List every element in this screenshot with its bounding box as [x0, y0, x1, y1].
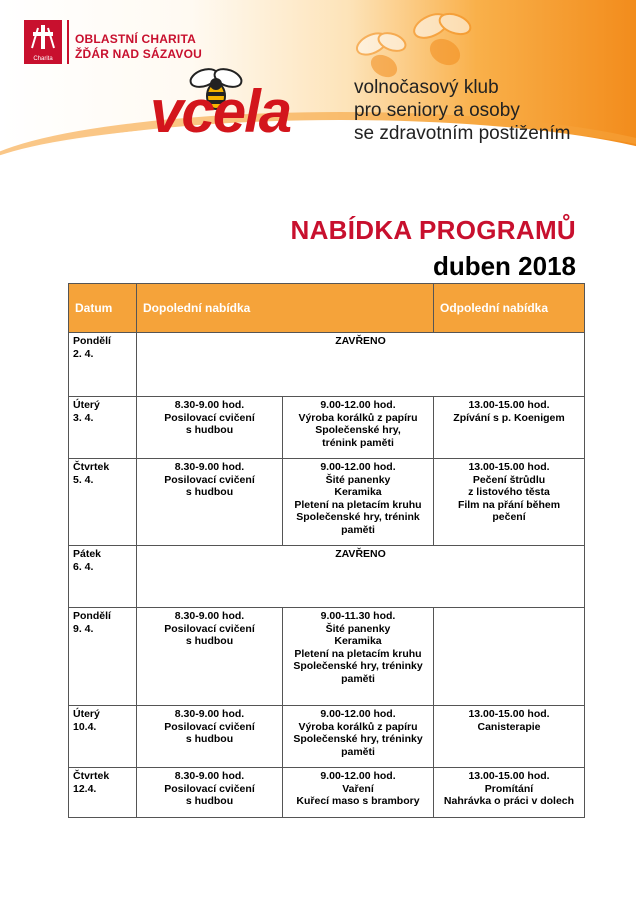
morning-activity-cell — [283, 706, 434, 768]
header-banner — [0, 0, 636, 180]
closed-notice: ZAVŘENO — [137, 546, 585, 608]
row-day-date: 9. 4. — [73, 622, 94, 635]
table-header-row — [69, 284, 585, 333]
row-weekday: Úterý — [73, 399, 100, 411]
cell-line: z listového těsta — [468, 486, 550, 498]
table-row — [69, 768, 585, 818]
cell-line: 8.30-9.00 hod. — [174, 399, 245, 411]
row-date — [69, 706, 137, 768]
charita-logo — [24, 20, 62, 64]
cell-line: Posilovací cvičení — [164, 782, 255, 795]
header-morning: Dopolední nabídka — [137, 284, 434, 333]
afternoon-activity-cell — [434, 768, 585, 818]
tagline-line1: volnočasový klub — [354, 77, 499, 98]
tagline-line3: se zdravotním postižením — [354, 123, 571, 144]
cell-line: paměti — [341, 672, 375, 685]
row-weekday: Pondělí — [73, 335, 111, 347]
morning-activity-cell — [283, 768, 434, 818]
cross-icon — [24, 20, 62, 54]
row-day-date: 10.4. — [73, 720, 97, 733]
closed-notice: ZAVŘENO — [137, 333, 585, 397]
cell-line: 9.00-12.00 hod. — [320, 399, 396, 411]
cell-line: Promítání — [484, 782, 534, 795]
row-weekday: Čtvrtek — [73, 461, 110, 473]
row-weekday: Čtvrtek — [73, 770, 110, 782]
cell-line: Posilovací cvičení — [164, 622, 255, 635]
row-day-date: 2. 4. — [73, 347, 94, 360]
table-row — [69, 459, 585, 546]
afternoon-activity-cell — [434, 608, 585, 706]
cell-line: Výroba korálků z papíru — [298, 411, 418, 424]
cell-line: 9.00-12.00 hod. — [320, 708, 396, 720]
tagline-line2: pro seniory a osoby — [354, 100, 520, 121]
cell-line: s hudbou — [185, 733, 234, 745]
cell-line: Šité panenky — [325, 473, 391, 486]
row-weekday: Úterý — [73, 708, 100, 720]
cell-line: 9.00-12.00 hod. — [320, 770, 396, 782]
afternoon-activity-cell — [434, 706, 585, 768]
cell-line: s hudbou — [185, 486, 234, 498]
cell-line: Společenské hry, tréninky — [293, 733, 423, 745]
page-subtitle: duben 2018 — [432, 251, 576, 281]
row-date — [69, 397, 137, 459]
tagline — [354, 76, 570, 145]
cell-line: 13.00-15.00 hod. — [468, 708, 550, 720]
morning-exercise-cell — [137, 397, 283, 459]
row-date — [69, 546, 137, 608]
row-date — [69, 608, 137, 706]
cell-line: Šité panenky — [325, 622, 391, 635]
cell-line: s hudbou — [185, 424, 234, 436]
cell-line: Kuřecí maso s brambory — [296, 795, 420, 807]
cell-line: 8.30-9.00 hod. — [174, 610, 245, 622]
org-name-line1: OBLASTNÍ CHARITA — [75, 32, 196, 46]
cell-line: 8.30-9.00 hod. — [174, 461, 245, 473]
cell-line: Zpívání s p. Koenigem — [453, 411, 565, 424]
row-day-date: 3. 4. — [73, 411, 94, 424]
morning-activity-cell — [283, 459, 434, 546]
cell-line: Film na přání během — [457, 498, 561, 511]
cell-line: 9.00-11.30 hod. — [320, 610, 396, 622]
page-title: NABÍDKA PROGRAMŮ — [290, 215, 576, 245]
cell-line: 9.00-12.00 hod. — [320, 461, 396, 473]
morning-exercise-cell — [137, 608, 283, 706]
cell-line: Nahrávka o práci v dolech — [443, 795, 575, 807]
program-table — [68, 283, 585, 818]
morning-exercise-cell — [137, 706, 283, 768]
table-row — [69, 546, 585, 608]
logo-divider — [67, 20, 69, 64]
cell-line: Společenské hry, tréninky — [293, 660, 423, 672]
cell-line: 13.00-15.00 hod. — [468, 399, 550, 411]
cell-line: s hudbou — [185, 795, 234, 807]
table-row — [69, 608, 585, 706]
cell-line: Pletení na pletacím kruhu — [294, 498, 422, 511]
table-row — [69, 333, 585, 397]
cell-line: 8.30-9.00 hod. — [174, 770, 245, 782]
cell-line: paměti — [341, 745, 375, 758]
cell-line: 13.00-15.00 hod. — [468, 770, 550, 782]
row-day-date: 12.4. — [73, 782, 97, 795]
cell-line: Canisterapie — [477, 720, 541, 733]
cell-line: Společenské hry, trénink — [296, 511, 420, 523]
cell-line: 13.00-15.00 hod. — [468, 461, 550, 473]
org-name — [75, 32, 202, 62]
cell-line: 8.30-9.00 hod. — [174, 708, 245, 720]
cell-line: s hudbou — [185, 635, 234, 647]
row-day-date: 5. 4. — [73, 473, 94, 486]
cell-line: trénink paměti — [322, 436, 394, 449]
cell-line: Pečení štrůdlu — [472, 473, 546, 486]
morning-exercise-cell — [137, 768, 283, 818]
header-afternoon: Odpolední nabídka — [434, 284, 585, 333]
header-date: Datum — [69, 284, 137, 333]
logo-caption: Charita — [33, 56, 53, 62]
cell-line: Keramika — [334, 486, 382, 498]
afternoon-activity-cell — [434, 397, 585, 459]
bee-decoration-large-icon — [405, 8, 485, 78]
cell-line: Vaření — [342, 782, 374, 795]
cell-line: Společenské hry, — [315, 424, 401, 436]
row-date — [69, 459, 137, 546]
cell-line: paměti — [341, 523, 375, 536]
row-weekday: Pondělí — [73, 610, 111, 622]
row-date — [69, 768, 137, 818]
cell-line: Keramika — [334, 635, 382, 647]
afternoon-activity-cell — [434, 459, 585, 546]
table-row — [69, 706, 585, 768]
cell-line: pečení — [492, 511, 526, 523]
cell-line: Posilovací cvičení — [164, 473, 255, 486]
row-weekday: Pátek — [73, 548, 102, 560]
morning-activity-cell — [283, 608, 434, 706]
cell-line: Výroba korálků z papíru — [298, 720, 418, 733]
morning-exercise-cell — [137, 459, 283, 546]
org-name-line2: ŽĎÁR NAD SÁZAVOU — [75, 47, 202, 61]
brand-logo-text: vcela — [150, 78, 291, 145]
row-day-date: 6. 4. — [73, 560, 94, 573]
cell-line: Posilovací cvičení — [164, 411, 255, 424]
row-date — [69, 333, 137, 397]
morning-activity-cell — [283, 397, 434, 459]
cell-line: Pletení na pletacím kruhu — [294, 647, 422, 660]
cell-line: Posilovací cvičení — [164, 720, 255, 733]
table-row — [69, 397, 585, 459]
